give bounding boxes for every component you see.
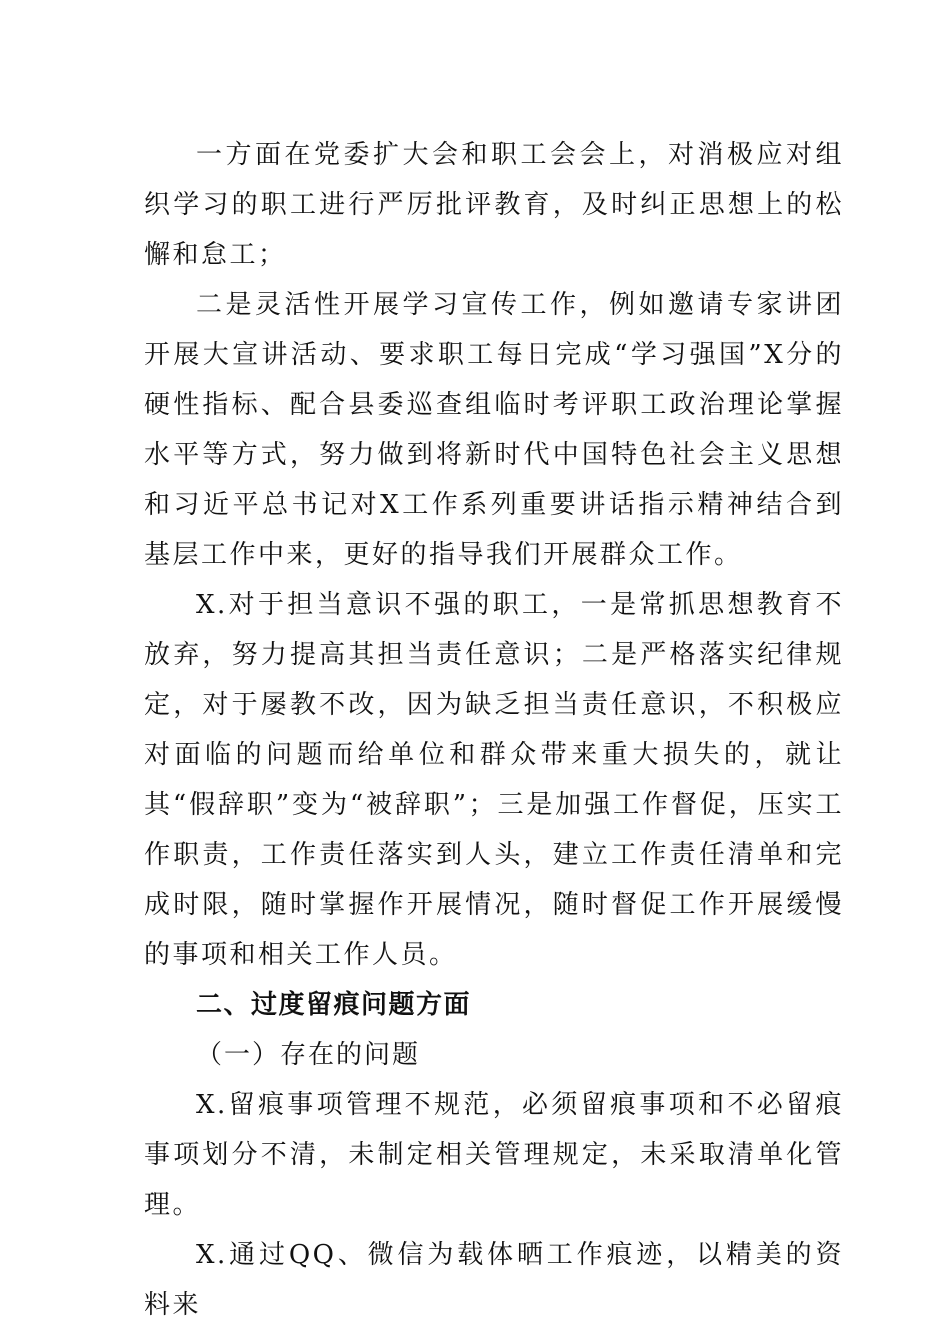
paragraph-responsibility: X.对于担当意识不强的职工，一是常抓思想教育不放弃，努力提高其担当责任意识；二是严格落实纪律规定，对于屡教不改，因为缺乏担当责任意识，不积极应对面临的问题而给单位和群众带来重大损失的，就让其“假辞职”变为“被辞职”；三是加强工作督促，压实工作职责，工作责任落实到人头，建立工作责任清单和完成时限，随时掌握作开展情况，随时督促工作开展缓慢的事项和相关工作人员。 [144,590,844,970]
list-item: X.留痕事项管理不规范，必须留痕事项和不必留痕事项划分不清，未制定相关管理规定，未采取清单化管理。 [144,1090,844,1220]
subheading: （一）存在的问题 [196,1040,421,1070]
document-body [144,130,844,1330]
section-heading: 二、过度留痕问题方面 [196,990,472,1020]
paragraph-study-promotion: 二是灵活性开展学习宣传工作，例如邀请专家讲团开展大宣讲活动、要求职工每日完成“学习强国”X分的硬性指标、配合县委巡查组临时考评职工政治理论掌握水平等方式，努力做到将新时代中国特色社会主义思想和习近平总书记对X工作系列重要讲话指示精神结合到基层工作中来，更好的指导我们开展群众工作。 [144,290,844,570]
list-item: X.通过QQ、微信为载体晒工作痕迹，以精美的资料来 [144,1240,844,1320]
paragraph-criticism: 一方面在党委扩大会和职工会会上，对消极应对组织学习的职工进行严厉批评教育，及时纠正思想上的松懈和怠工； [144,140,844,270]
